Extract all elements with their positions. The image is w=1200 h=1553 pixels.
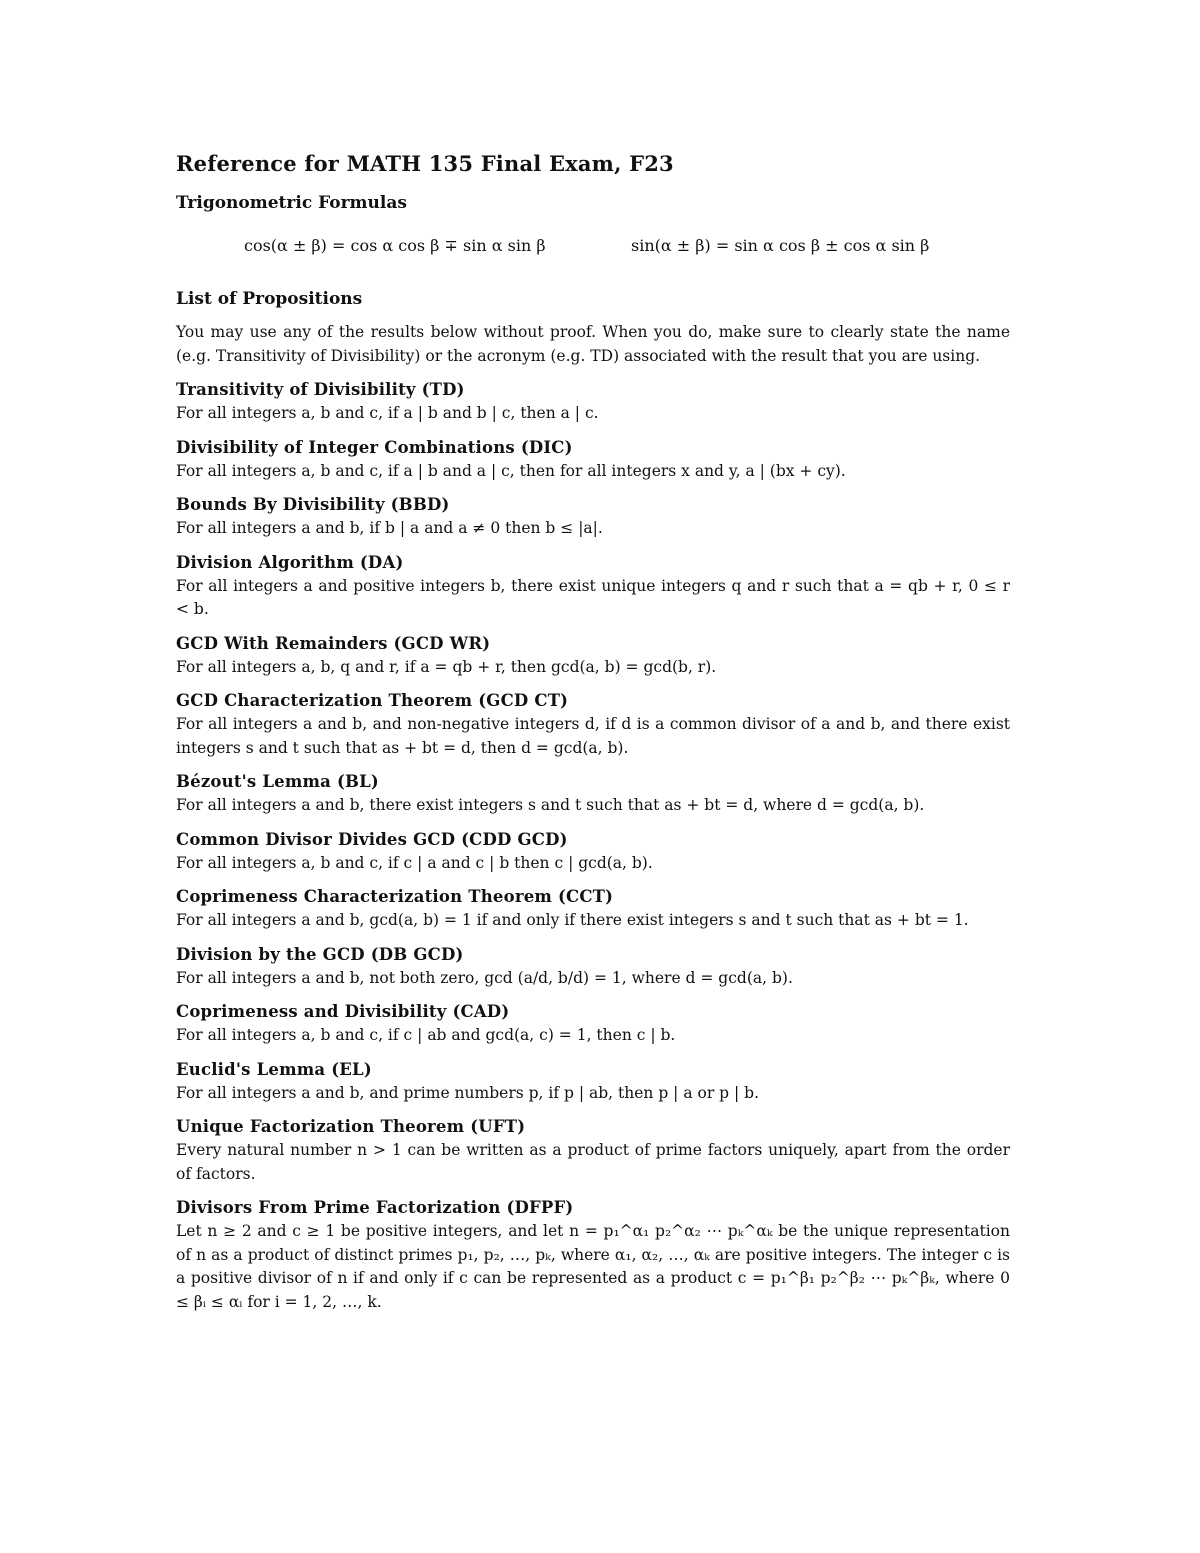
proposition-uft [176, 1115, 1010, 1186]
proposition-title: Unique Factorization Theorem (UFT) [176, 1117, 526, 1136]
proposition-title: Transitivity of Divisibility (TD) [176, 380, 465, 399]
proposition-db-gcd [176, 943, 1010, 991]
proposition-da [176, 551, 1010, 622]
trig-heading: Trigonometric Formulas [176, 193, 407, 213]
propositions-heading: List of Propositions [176, 289, 363, 309]
proposition-title: Divisibility of Integer Combinations (DIC) [176, 437, 573, 457]
proposition-title: Euclid's Lemma (EL) [176, 1059, 372, 1079]
proposition-title: Coprimeness and Divisibility (CAD) [176, 1002, 510, 1021]
proposition-statement: For all integers a and b, gcd(a, b) = 1 if and only if there exist integers s and t such that as + bt = 1. [176, 911, 969, 929]
proposition-title: Common Divisor Divides GCD (CDD GCD) [176, 829, 568, 849]
proposition-bl [176, 770, 1010, 818]
proposition-statement: For all integers a and b, there exist integers s and t such that as + bt = d, where d = gcd(a, b). [176, 796, 925, 814]
proposition-title: Division Algorithm (DA) [176, 552, 404, 572]
proposition-statement: For all integers a, b and c, if c | a and c | b then c | gcd(a, b). [176, 853, 653, 872]
proposition-dfpf [176, 1196, 1010, 1314]
proposition-statement: For all integers a and b, if b | a and a ≠ 0 then b ≤ |a|. [176, 519, 603, 537]
proposition-title: Divisors From Prime Factorization (DFPF) [176, 1198, 574, 1217]
proposition-statement: Let n ≥ 2 and c ≥ 1 be positive integers, and let n = p₁^α₁ p₂^α₂ ⋯ pₖ^αₖ be the unique representation of n as a product of distinct primes p₁, p₂, …, pₖ, where α₁, α₂, …, αₖ are positive integers. The integer c is a positive divisor of n if and only if c can be represented as a product c = p₁^β₁ p₂^β₂ ⋯ pₖ^βₖ, where 0 ≤ βᵢ ≤ αᵢ for i = 1, 2, …, k. [176, 1222, 1010, 1311]
proposition-title: GCD Characterization Theorem (GCD CT) [176, 691, 569, 710]
proposition-title: Bézout's Lemma (BL) [176, 772, 379, 791]
proposition-cad [176, 1000, 1010, 1048]
proposition-statement: For all integers a, b and c, if a | b and b | c, then a | c. [176, 404, 599, 422]
proposition-statement: For all integers a, b and c, if a | b and a | c, then for all integers x and y, a | (bx + cy). [176, 461, 846, 480]
proposition-cct [176, 885, 1010, 933]
sin-formula: sin(α ± β) = sin α cos β ± cos α sin β [631, 236, 930, 255]
propositions-intro: You may use any of the results below without proof. When you do, make sure to clearly state the name (e.g. Transitivity of Divisibility) or the acronym (e.g. TD) associated with the result that you are using. [176, 323, 1010, 365]
proposition-gcd-wr [176, 632, 1010, 680]
document-content [176, 150, 1010, 1314]
proposition-statement: For all integers a and b, and non-negative integers d, if d is a common divisor of a and b, and there exist integers s and t such that as + bt = d, then d = gcd(a, b). [176, 715, 1010, 757]
proposition-statement: For all integers a, b, q and r, if a = qb + r, then gcd(a, b) = gcd(b, r). [176, 657, 717, 676]
proposition-title: Coprimeness Characterization Theorem (CCT) [176, 887, 614, 906]
proposition-gcd-ct [176, 689, 1010, 760]
proposition-statement: For all integers a and positive integers b, there exist unique integers q and r such that a = qb + r, 0 ≤ r < b. [176, 576, 1010, 618]
proposition-statement: For all integers a, b and c, if c | ab and gcd(a, c) = 1, then c | b. [176, 1026, 676, 1044]
proposition-td [176, 378, 1010, 426]
proposition-statement: For all integers a and b, and prime numbers p, if p | ab, then p | a or p | b. [176, 1083, 759, 1102]
proposition-bbd [176, 493, 1010, 541]
document-title: Reference for MATH 135 Final Exam, F23 [176, 151, 674, 176]
proposition-el [176, 1058, 1010, 1106]
proposition-cdd-gcd [176, 828, 1010, 876]
trig-formulas [176, 231, 1010, 261]
proposition-statement: For all integers a and b, not both zero, gcd (a/d, b/d) = 1, where d = gcd(a, b). [176, 968, 793, 987]
cos-formula: cos(α ± β) = cos α cos β ∓ sin α sin β [244, 236, 546, 255]
proposition-title: Division by the GCD (DB GCD) [176, 944, 464, 964]
proposition-dic [176, 436, 1010, 484]
proposition-statement: Every natural number n > 1 can be written as a product of prime factors uniquely, apart from the order of factors. [176, 1141, 1010, 1183]
proposition-title: Bounds By Divisibility (BBD) [176, 495, 450, 514]
proposition-title: GCD With Remainders (GCD WR) [176, 633, 491, 653]
